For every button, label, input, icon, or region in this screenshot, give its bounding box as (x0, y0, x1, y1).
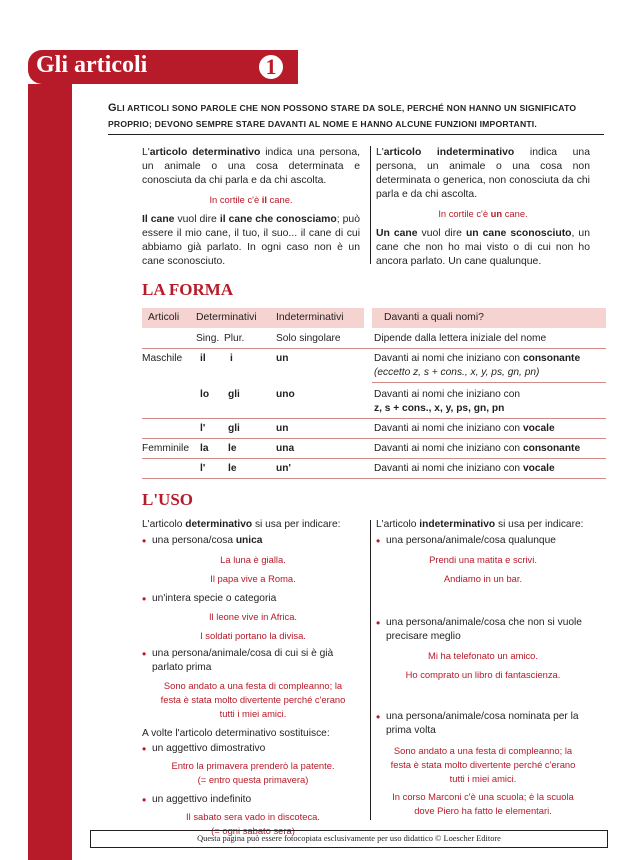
list-item (142, 534, 364, 548)
uso-left-column (142, 518, 364, 838)
intro-first-letter: G (108, 102, 117, 114)
row-plur: le (228, 443, 237, 454)
text: In cortile c'è (438, 208, 491, 219)
text: vuol dire (417, 228, 466, 239)
text: In cortile c'è (209, 194, 262, 205)
text: L' (376, 147, 384, 158)
example: Entro la primavera prenderò la patente. (171, 760, 335, 771)
text: vocale (522, 463, 555, 474)
section-title-forma: LA FORMA (142, 280, 234, 299)
uso-left-intro (142, 518, 364, 532)
def-right-p1 (376, 146, 590, 202)
row-plur: i (230, 353, 233, 364)
text: L' (142, 147, 150, 158)
left-margin-bar (28, 84, 72, 860)
text: Un cane (376, 228, 418, 239)
term-determinativo: articolo determinativo (149, 147, 261, 158)
row-davanti (374, 442, 580, 456)
subheader-solo: Solo singolare (276, 333, 341, 344)
table-rule (142, 418, 606, 419)
text: il (261, 194, 267, 205)
example: La luna è gialla. (220, 554, 286, 565)
row-plur: gli (228, 389, 240, 400)
text: determinativo (185, 519, 253, 530)
example: Sono andato a una festa di compleanno; la festa è stata molto divertente perché c'erano tutti i miei amici. (390, 745, 576, 784)
text: vuol dire (174, 214, 220, 225)
table-rule (372, 382, 606, 383)
row-indet: un' (276, 463, 291, 474)
def-left-column (142, 146, 360, 273)
example (376, 206, 590, 221)
example: Il sabato sera vado in discoteca. (186, 811, 320, 822)
row-sing: l' (200, 423, 206, 434)
text: un cane sconosciuto (465, 228, 572, 239)
row-gender: Femminile (142, 443, 189, 454)
example: In corso Marconi c'è una scuola; è la scuola dove Piero ha fatto le elementari. (392, 791, 574, 816)
text: si usa per indicare: (252, 519, 341, 530)
list-item: • una persona/animale/cosa che non si vuole precisare meglio (376, 616, 590, 644)
header-davanti: Davanti a quali nomi? (384, 312, 484, 323)
row-plur: le (228, 463, 237, 474)
list-item: • una persona/animale/cosa nominata per la prima volta (376, 710, 590, 738)
row-sing: la (200, 443, 209, 454)
example: Mi ha telefonato un amico. (428, 650, 538, 661)
text: Davanti ai nomi che iniziano con (374, 353, 523, 364)
text: Davanti ai nomi che iniziano con (374, 423, 523, 434)
def-right-p2 (376, 227, 590, 269)
text: il cane che conosciamo (219, 214, 337, 225)
intro-text (108, 100, 604, 135)
text: Davanti ai nomi che iniziano con (374, 443, 523, 454)
list-item: • un aggettivo dimostrativo (142, 742, 364, 756)
example: Il leone vive in Africa. (208, 611, 298, 622)
example: Il papa vive a Roma. (210, 573, 296, 584)
example: Andiamo in un bar. (443, 573, 523, 584)
text: unica (235, 535, 263, 546)
row-davanti (374, 352, 608, 380)
row-sing: lo (200, 389, 210, 400)
header-indeterminativi: Indeterminativi (276, 312, 344, 323)
text: cane. (502, 208, 528, 219)
row-indet: un (276, 353, 289, 364)
row-plur: gli (228, 423, 240, 434)
text: L'articolo (142, 519, 186, 530)
text: si usa per indicare: (495, 519, 584, 530)
text: vocale (522, 423, 555, 434)
list-item: • una persona/animale/cosa di cui si è già parlato prima (142, 647, 364, 675)
list-item: • una persona/animale/cosa qualunque (376, 534, 590, 548)
example: (= ogni sabato sera) (211, 825, 295, 836)
subheader-sing: Sing. (196, 333, 220, 344)
uso-left-sostituisce: A volte l'articolo determinativo sostituisce: (142, 728, 330, 739)
term-indeterminativo: articolo indeterminativo (383, 147, 515, 158)
table-rule (142, 438, 606, 439)
uso-right-intro (376, 518, 590, 532)
text: consonante (522, 443, 581, 454)
column-divider (370, 146, 371, 264)
text: una persona/cosa (152, 535, 236, 546)
example: (= entro questa primavera) (197, 774, 309, 785)
list-item: • un aggettivo indefinito (142, 793, 364, 807)
text: un (490, 208, 503, 219)
intro-body: LI ARTICOLI SONO PAROLE CHE NON POSSONO STARE DA SOLE, PERCHÉ NON HANNO UN SIGNIFICATO PROPRIO; DEVONO SEMPRE STARE DAVANTI AL NOME E HANNO ALCUNE FUNZIONI IMPORTANTI. (108, 103, 577, 129)
text: Davanti ai nomi che iniziano con (374, 463, 523, 474)
table-rule (142, 348, 606, 349)
column-divider (370, 520, 371, 820)
example (142, 192, 360, 207)
text: indeterminativo (419, 519, 496, 530)
example: I soldati portano la divisa. (200, 630, 306, 641)
example: Sono andato a una festa di compleanno; la festa è stata molto divertente perché c'erano tutti i miei amici. (160, 680, 346, 719)
row-davanti (374, 422, 555, 436)
footer-copyright: Questa pagina può essere fotocopiata esclusivamente per uso didattico © Loescher Editore (90, 830, 608, 848)
text: L'articolo (376, 519, 420, 530)
uso-right-column (376, 518, 590, 818)
subheader-plur: Plur. (224, 333, 245, 344)
def-left-p1 (142, 146, 360, 188)
subheader-dipende: Dipende dalla lettera iniziale del nome (374, 333, 547, 344)
row-indet: uno (276, 389, 295, 400)
row-gender: Maschile (142, 353, 183, 364)
list-item: • un'intera specie o categoria (142, 592, 364, 606)
example: Prendi una matita e scrivi. (429, 554, 537, 565)
row-sing: l' (200, 463, 206, 474)
table-rule (142, 458, 606, 459)
text: indica una persona, un animale o una cosa non determinata o generica, non conosciuta da chi parla e da chi ascolta. (376, 147, 590, 200)
row-davanti (374, 462, 555, 476)
example: Ho comprato un libro di fantascienza. (405, 669, 561, 680)
def-right-column (376, 146, 590, 273)
def-left-p2 (142, 213, 360, 269)
row-davanti (374, 388, 608, 416)
header-determinativi: Determinativi (196, 312, 257, 323)
table-rule (142, 478, 606, 479)
text: Il cane (142, 214, 175, 225)
unit-number-badge: 1 (256, 52, 286, 82)
row-sing: il (200, 353, 206, 364)
text: indica una persona, un animale o una cosa determinata e conosciuta da chi parla e da chi ascolta. (142, 147, 360, 186)
text: ; può essere il mio cane, il tuo, il suo... il cane di cui abbiamo già parlato. In ogni caso non è un cane sconosciuto. (142, 214, 360, 267)
section-title-uso: L'USO (142, 490, 194, 509)
text: z, s + cons., x, y, ps, gn, pn (374, 403, 505, 414)
page-title: Gli articoli (36, 52, 148, 78)
text: (eccetto z, s + cons., x, y, ps, gn, pn) (374, 367, 540, 378)
header-articoli: Articoli (148, 312, 180, 323)
text: Davanti ai nomi che iniziano con (374, 389, 521, 400)
text: , un cane che non ho mai visto o di cui non ho ancora parlato. Un cane qualunque. (376, 228, 590, 267)
row-indet: una (276, 443, 295, 454)
row-indet: un (276, 423, 289, 434)
text: cane. (267, 194, 293, 205)
text: consonante (522, 353, 581, 364)
